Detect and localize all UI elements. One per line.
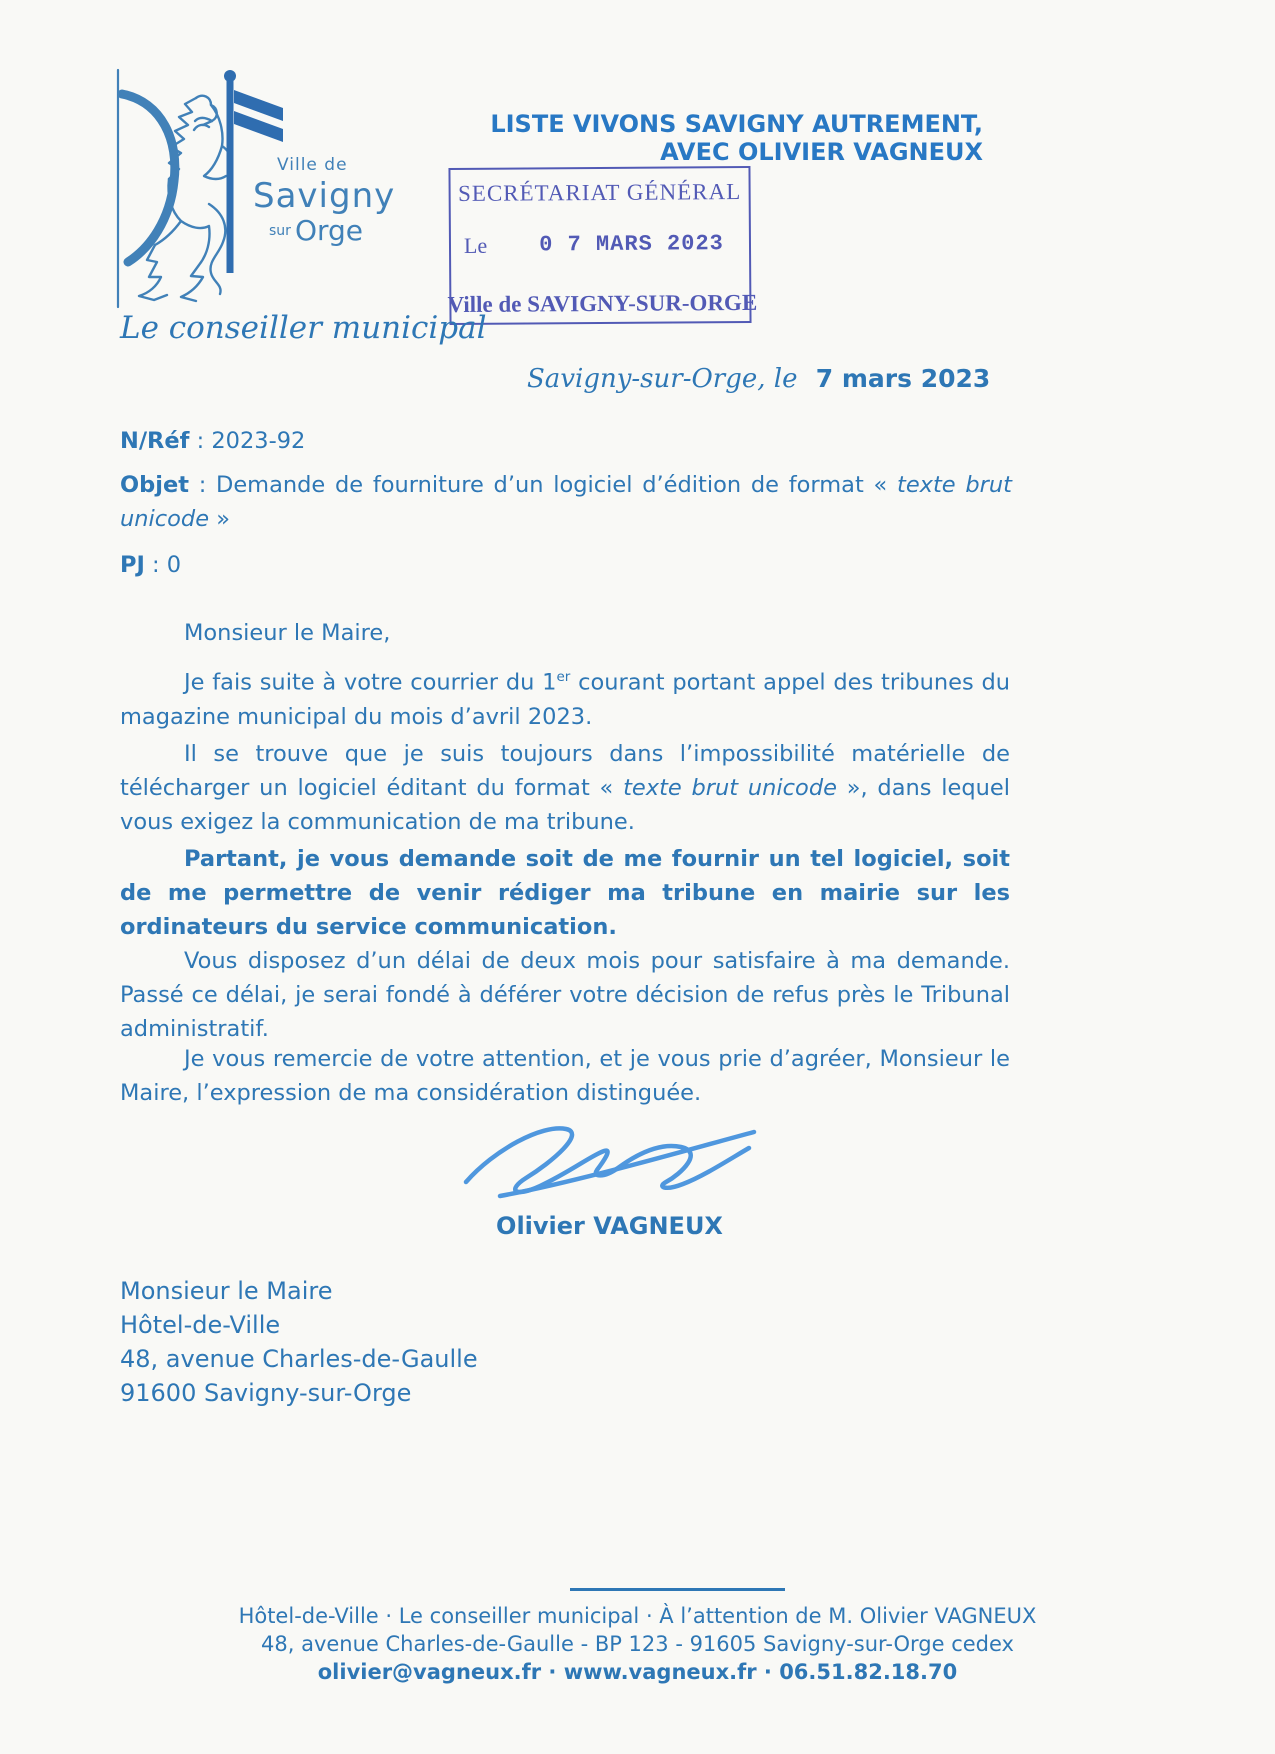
dateline-place: Savigny-sur-Orge, le xyxy=(527,364,798,394)
paragraph-2: Il se trouve que je suis toujours dans l’impossibilité matérielle de télécharger un logiciel éditant du format « texte brut unicode », dans lequel vous exigez la communication de ma tribune. xyxy=(120,741,1010,835)
stamp-department: SECRÉTARIAT GÉNÉRAL xyxy=(457,179,742,206)
footer-line1: Hôtel-de-Ville · Le conseiller municipal · À l’attention de M. Olivier VAGNEUX xyxy=(238,1604,1037,1628)
campaign-line1: LISTE VIVONS SAVIGNY AUTREMENT, xyxy=(490,110,983,138)
footer-divider xyxy=(570,1588,785,1591)
attachments-label: PJ xyxy=(120,552,145,578)
subject-label: Objet xyxy=(120,472,189,498)
registration-stamp xyxy=(447,166,758,325)
attachments-line xyxy=(120,548,1012,582)
recipient-line: 48, avenue Charles-de-Gaulle xyxy=(120,1345,478,1373)
logo-line-savigny: Savigny xyxy=(253,176,396,216)
reference-value: : 2023-92 xyxy=(189,428,306,454)
attachments-value: : 0 xyxy=(144,552,182,578)
sender-title: Le conseiller municipal xyxy=(120,310,487,346)
logo-wordmark xyxy=(253,155,395,247)
stamp-date: 0 7 MARS 2023 xyxy=(539,231,724,258)
reference-line xyxy=(120,424,1012,458)
recipient-line: Monsieur le Maire xyxy=(120,1277,333,1305)
superscript-er: er xyxy=(556,669,571,685)
stamp-date-row xyxy=(451,231,749,259)
paragraph-1: Je fais suite à votre courrier du 1er courant portant appel des tribunes du magazine municipal du mois d’avril 2023. xyxy=(120,669,1010,730)
recipient-address xyxy=(120,1274,478,1410)
dateline-date: 7 mars 2023 xyxy=(815,364,991,393)
recipient-line: 91600 Savigny-sur-Orge xyxy=(120,1379,412,1407)
subject-text: : Demande de fourniture d’un logiciel d’édition de format « xyxy=(188,472,897,498)
footer-line2: 48, avenue Charles-de-Gaulle - BP 123 - 91605 Savigny-sur-Orge cedex xyxy=(261,1632,1014,1656)
paragraph-3-demand: Partant, je vous demande soit de me fournir un tel logiciel, soit de me permettre de venir rédiger ma tribune en mairie sur les ordinateurs du service communication. xyxy=(120,846,1010,940)
subject-text-end: » xyxy=(209,506,230,532)
recipient-line: Hôtel-de-Ville xyxy=(120,1311,281,1339)
paragraph-5-closing: Je vous remercie de votre attention, et je vous prie d’agréer, Monsieur le Maire, l’expression de ma considération distinguée. xyxy=(120,1046,1010,1106)
stamp-le-label: Le xyxy=(463,232,488,258)
dateline xyxy=(527,364,990,394)
subject-italic-format: texte brut unicode xyxy=(120,472,1012,532)
footer-contact-line: olivier@vagneux.fr · www.vagneux.fr · 06.51.82.18.70 xyxy=(317,1660,958,1684)
signature-scrawl-icon xyxy=(452,1106,767,1206)
salutation: Monsieur le Maire, xyxy=(184,620,391,646)
paragraph-4-deadline: Vous disposez d’un délai de deux mois pour satisfaire à ma demande. Passé ce délai, je serai fondé à déférer votre décision de refus près le Tribunal administratif. xyxy=(120,948,1010,1042)
paragraph-2-italic-format: texte brut unicode xyxy=(623,775,837,801)
footer xyxy=(0,1602,1275,1686)
campaign-line2: AVEC OLIVIER VAGNEUX xyxy=(660,138,983,166)
reference-label: N/Réf xyxy=(120,428,190,454)
campaign-header xyxy=(490,110,983,166)
logo-line-ville-de: Ville de xyxy=(277,155,348,175)
subject-line xyxy=(120,468,1012,536)
stamp-city: Ville de SAVIGNY-SUR-ORGE xyxy=(447,289,758,318)
logo-line-sur-orge: sur Orge xyxy=(269,214,363,247)
signatory-name: Olivier VAGNEUX xyxy=(496,1212,723,1240)
